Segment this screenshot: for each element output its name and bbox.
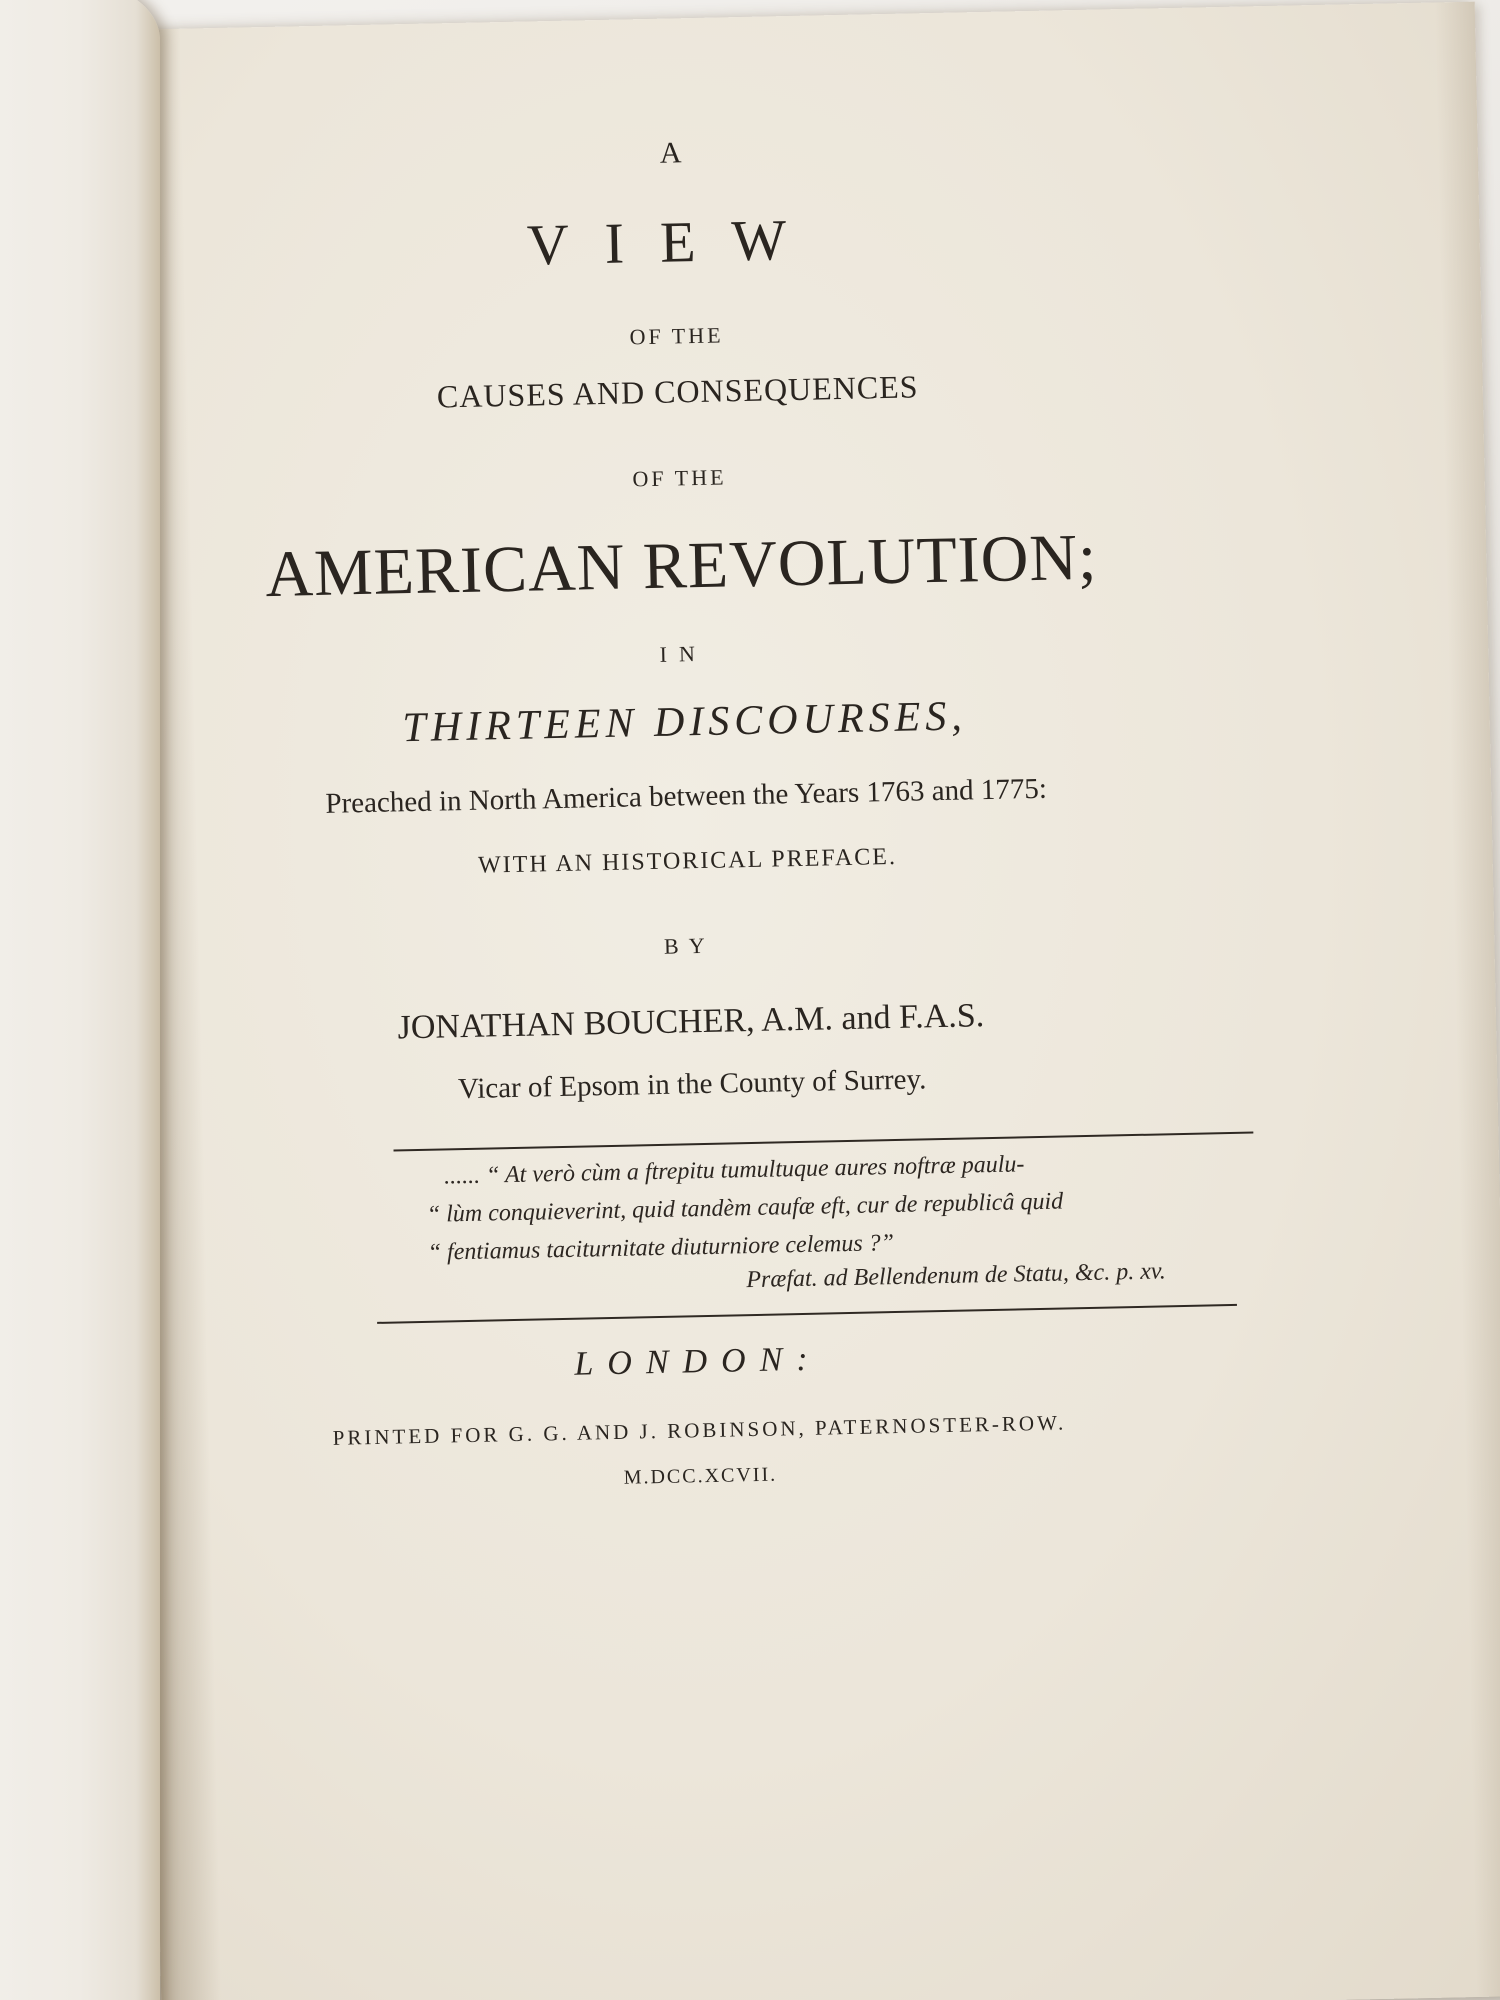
imprint-place: LONDON: [574,1340,823,1383]
title-word: VIEW [526,206,823,278]
in-line: IN [659,640,708,667]
epigraph-line: “ lùm conquieverint, quid tandèm caufæ eft, cur de republicâ quid [426,1188,1064,1228]
epigraph-line: ...... “ At verò cùm a ftrepitu tumultuque aures noftræ paulu- [443,1151,1025,1190]
causes-line: CAUSES AND CONSEQUENCES [436,368,919,415]
imprint-date: M.DCC.XCVII. [623,1463,778,1489]
preached-line: Preached in North America between the Years 1763 and 1775: [325,772,1048,820]
of-the-line: OF THE [629,322,724,350]
article-line: A [659,136,686,170]
epigraph-line: “ fentiamus taciturnitate diuturniore celemus ?” [427,1230,895,1266]
title-page [120,2,1500,2000]
discourses-line: THIRTEEN DISCOURSES, [402,693,968,752]
of-the-line: OF THE [632,464,727,492]
author-name: JONATHAN BOUCHER, A.M. and F.A.S. [397,997,985,1047]
epigraph-source: Præfat. ad Bellendenum de Statu, &c. p. xv. [746,1258,1166,1294]
by-line: BY [663,932,715,959]
preface-line: WITH AN HISTORICAL PREFACE. [477,843,898,879]
main-title: AMERICAN REVOLUTION; [264,520,1099,612]
rule-bottom [377,1304,1237,1324]
title-page-text [120,2,1500,2000]
left-page-curl [0,0,160,2000]
author-title: Vicar of Epsom in the County of Surrey. [457,1063,927,1106]
imprint-printer: PRINTED FOR G. G. AND J. ROBINSON, PATERNOSTER-ROW. [332,1410,1067,1450]
